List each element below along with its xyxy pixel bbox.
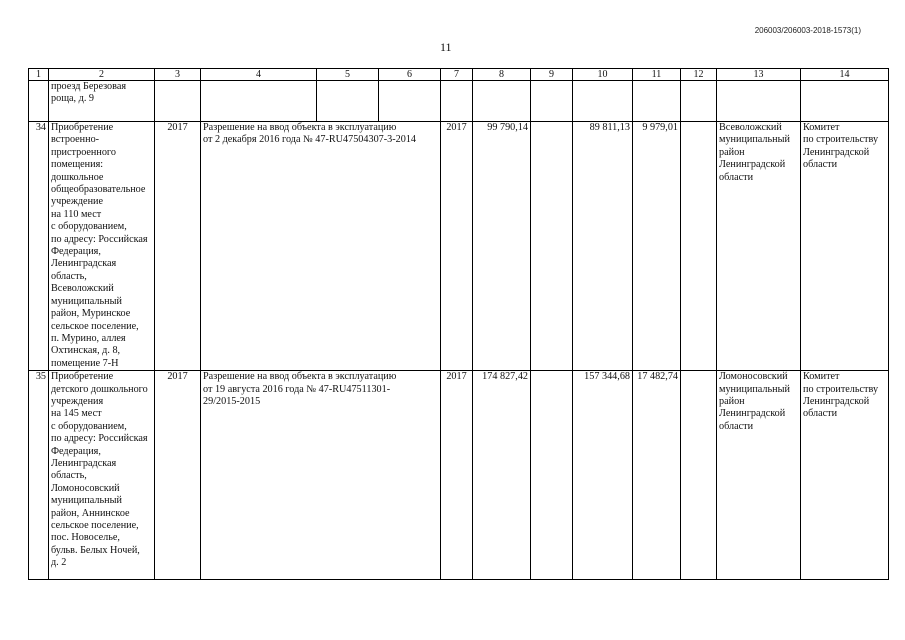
amount-cell: 17 482,74: [633, 371, 681, 580]
total-amount-cell: 99 790,14: [473, 122, 531, 371]
table-cell: [633, 81, 681, 122]
object-description-cell: Приобретение встроенно- пристроенного помещения: дошкольное общеобразовательное учреждение на 110 мест с оборудованием, по адресу: Российская Федерация, Ленинградская область, Всеволожский муниципальный район, Муринское сельское поселение, п. Мурино, аллея Охтинская, д. 8, помещение 7-Н: [49, 122, 155, 371]
column-header: 12: [681, 69, 717, 81]
table-cell: [717, 81, 801, 122]
object-description-cell: Приобретение детского дошкольного учреждения на 145 мест с оборудованием, по адресу: Российская Федерация, Ленинградская область, Ломоносовский муниципальный район, Аннинское сельское поселение, пос. Новоселье, бульв. Белых Ночей, д. 2: [49, 371, 155, 580]
table-cell: [201, 81, 317, 122]
document-id: 206003/206003-2018-1573(1): [754, 26, 861, 35]
district-cell: Всеволожский муниципальный район Ленинградской области: [717, 122, 801, 371]
amount-cell: 89 811,13: [573, 122, 633, 371]
table-cell: [801, 81, 889, 122]
column-header: 13: [717, 69, 801, 81]
column-header: 8: [473, 69, 531, 81]
column-header: 6: [379, 69, 441, 81]
table-cell: [317, 81, 379, 122]
row-number-cell: 34: [29, 122, 49, 371]
permit-document-cell: Разрешение на ввод объекта в эксплуатацию от 19 августа 2016 года № 47-RU47511301- 29/2015-2015: [201, 371, 441, 580]
column-header: 10: [573, 69, 633, 81]
column-header: 9: [531, 69, 573, 81]
year-cell: 2017: [441, 371, 473, 580]
district-cell: Ломоносовский муниципальный район Ленинградской области: [717, 371, 801, 580]
column-number-row: [29, 69, 889, 81]
table-row-continuation: [29, 81, 889, 122]
year-cell: 2017: [155, 371, 201, 580]
table-cell: [531, 81, 573, 122]
table-cell: [473, 81, 531, 122]
column-header: 11: [633, 69, 681, 81]
table-cell: [441, 81, 473, 122]
table-cell: [531, 371, 573, 580]
table-row: [29, 122, 889, 371]
permit-document-cell: Разрешение на ввод объекта в эксплуатацию от 2 декабря 2016 года № 47-RU47504307-3-2014: [201, 122, 441, 371]
amount-cell: 157 344,68: [573, 371, 633, 580]
column-header: 7: [441, 69, 473, 81]
table-cell: [379, 81, 441, 122]
total-amount-cell: 174 827,42: [473, 371, 531, 580]
column-header: 2: [49, 69, 155, 81]
column-header: 14: [801, 69, 889, 81]
column-header: 5: [317, 69, 379, 81]
table-cell: [681, 81, 717, 122]
page-number: 11: [440, 40, 452, 54]
table-cell: [681, 122, 717, 371]
year-cell: 2017: [441, 122, 473, 371]
table-cell: [573, 81, 633, 122]
row-number-cell: 35: [29, 371, 49, 580]
column-header: 1: [29, 69, 49, 81]
objects-table: [28, 68, 889, 580]
table-cell: [29, 81, 49, 122]
committee-cell: Комитет по строительству Ленинградской области: [801, 371, 889, 580]
column-header: 4: [201, 69, 317, 81]
table-cell: [681, 371, 717, 580]
object-description-cell: проезд Березовая роща, д. 9: [49, 81, 155, 122]
amount-cell: 9 979,01: [633, 122, 681, 371]
table-row: [29, 371, 889, 580]
table-cell: [531, 122, 573, 371]
year-cell: 2017: [155, 122, 201, 371]
table-cell: [155, 81, 201, 122]
committee-cell: Комитет по строительству Ленинградской области: [801, 122, 889, 371]
column-header: 3: [155, 69, 201, 81]
